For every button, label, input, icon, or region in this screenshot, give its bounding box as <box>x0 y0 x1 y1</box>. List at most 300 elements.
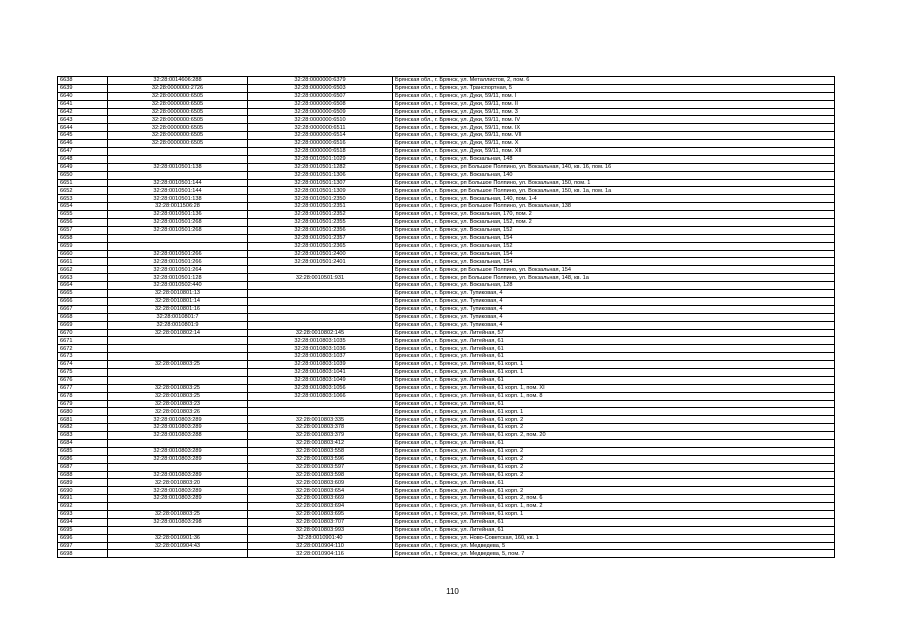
row-number-cell: 6638 <box>58 77 108 85</box>
cadastral-number-parcel-cell <box>108 155 248 163</box>
address-cell: Брянская обл., г. Брянск, ул. Дуки, 59/11, пом. XII <box>393 148 835 156</box>
table-row <box>58 266 835 274</box>
cadastral-number-parcel-cell: 32:28:0010803:25 <box>108 392 248 400</box>
cadastral-number-object-cell: 32:28:0010802:145 <box>248 329 393 337</box>
address-cell: Брянская обл., г. Брянск, ул. Вокзальная, 152 <box>393 226 835 234</box>
cadastral-number-object-cell: 32:28:0010501:2400 <box>248 250 393 258</box>
address-cell: Брянская обл., г. Брянск, ул. Литейная, 61 <box>393 337 835 345</box>
cadastral-number-parcel-cell: 32:28:0010501:268 <box>108 219 248 227</box>
row-number-cell: 6686 <box>58 455 108 463</box>
row-number-cell: 6649 <box>58 163 108 171</box>
table-row <box>58 447 835 455</box>
cadastral-number-parcel-cell: 32:28:0010803:289 <box>108 487 248 495</box>
cadastral-number-object-cell: 32:28:0010803:1035 <box>248 337 393 345</box>
address-cell: Брянская обл., г. Брянск, ул. Литейная, 61 корп. 2 <box>393 471 835 479</box>
table-row <box>58 84 835 92</box>
row-number-cell: 6669 <box>58 321 108 329</box>
row-number-cell: 6696 <box>58 534 108 542</box>
table-row <box>58 226 835 234</box>
table-row <box>58 219 835 227</box>
row-number-cell: 6660 <box>58 250 108 258</box>
address-cell: Брянская обл., г. Брянск, ул. Дуки, 59/11, пом. IV <box>393 116 835 124</box>
row-number-cell: 6693 <box>58 510 108 518</box>
cadastral-number-object-cell: 32:28:0000000:6511 <box>248 124 393 132</box>
row-number-cell: 6656 <box>58 219 108 227</box>
address-cell: Брянская обл., г. Брянск, рп Большое Полпино, ул. Вокзальная, 150, кв. 1а, пом. 1а <box>393 187 835 195</box>
row-number-cell: 6679 <box>58 400 108 408</box>
address-cell: Брянская обл., г. Брянск, ул. Литейная, 61 корп. 2 <box>393 487 835 495</box>
address-cell: Брянская обл., г. Брянск, ул. Вокзальная, 154 <box>393 234 835 242</box>
address-cell: Брянская обл., г. Брянск, ул. Литейная, 61 <box>393 376 835 384</box>
cadastral-number-object-cell <box>248 321 393 329</box>
row-number-cell: 6676 <box>58 376 108 384</box>
cadastral-number-object-cell: 32:28:0010501:1306 <box>248 171 393 179</box>
cadastral-number-parcel-cell: 32:28:0000000:6505 <box>108 100 248 108</box>
cadastral-number-object-cell: 32:28:0010803:694 <box>248 503 393 511</box>
address-cell: Брянская обл., г. Брянск, ул. Литейная, 61 корп. 1, пом. 2 <box>393 503 835 511</box>
cadastral-number-parcel-cell: 32:28:0000000:6505 <box>108 108 248 116</box>
cadastral-number-object-cell: 32:28:0010501:2355 <box>248 219 393 227</box>
cadastral-number-parcel-cell: 32:28:0010803:289 <box>108 495 248 503</box>
row-number-cell: 6664 <box>58 282 108 290</box>
row-number-cell: 6690 <box>58 487 108 495</box>
table-row <box>58 416 835 424</box>
cadastral-number-parcel-cell: 32:28:0010803:25 <box>108 361 248 369</box>
row-number-cell: 6692 <box>58 503 108 511</box>
table-row <box>58 187 835 195</box>
cadastral-number-parcel-cell: 32:28:0010501:138 <box>108 195 248 203</box>
table-row <box>58 234 835 242</box>
cadastral-number-object-cell: 32:28:0010803:1066 <box>248 392 393 400</box>
row-number-cell: 6695 <box>58 526 108 534</box>
cadastral-number-parcel-cell: 32:28:0010803:289 <box>108 471 248 479</box>
address-cell: Брянская обл., г. Брянск, ул. Литейная, 61 корп. 1, пом. XI <box>393 384 835 392</box>
row-number-cell: 6663 <box>58 274 108 282</box>
cadastral-number-object-cell <box>248 313 393 321</box>
table-row <box>58 116 835 124</box>
table-row <box>58 155 835 163</box>
cadastral-number-parcel-cell: 32:28:0010801:13 <box>108 290 248 298</box>
row-number-cell: 6643 <box>58 116 108 124</box>
address-cell: Брянская обл., г. Брянск, ул. Литейная, 61 <box>393 518 835 526</box>
cadastral-number-parcel-cell <box>108 439 248 447</box>
cadastral-number-object-cell: 32:28:0010501:2365 <box>248 242 393 250</box>
table-row <box>58 179 835 187</box>
address-cell: Брянская обл., г. Брянск, ул. Тупиковая, 4 <box>393 305 835 313</box>
register-table-body <box>58 77 835 558</box>
table-row <box>58 439 835 447</box>
cadastral-number-object-cell: 32:28:0010501:1282 <box>248 163 393 171</box>
cadastral-number-object-cell: 32:28:0010803:335 <box>248 416 393 424</box>
address-cell: Брянская обл., г. Брянск, ул. Вокзальная, 152, пом. 2 <box>393 219 835 227</box>
cadastral-number-parcel-cell: 32:28:0010502:440 <box>108 282 248 290</box>
address-cell: Брянская обл., г. Брянск, ул. Литейная, 61 корп. 2 <box>393 416 835 424</box>
row-number-cell: 6673 <box>58 353 108 361</box>
cadastral-number-parcel-cell: 32:28:0010803:298 <box>108 518 248 526</box>
cadastral-number-parcel-cell: 32:28:0014606:288 <box>108 77 248 85</box>
address-cell: Брянская обл., г. Брянск, рп Большое Полпино, ул. Вокзальная, 138 <box>393 203 835 211</box>
cadastral-number-object-cell: 32:28:0000000:6508 <box>248 100 393 108</box>
table-row <box>58 305 835 313</box>
row-number-cell: 6640 <box>58 92 108 100</box>
cadastral-number-object-cell: 32:28:0000000:6379 <box>248 77 393 85</box>
row-number-cell: 6654 <box>58 203 108 211</box>
cadastral-number-parcel-cell <box>108 368 248 376</box>
address-cell: Брянская обл., г. Брянск, ул. Литейная, 61 <box>393 439 835 447</box>
table-row <box>58 274 835 282</box>
cadastral-number-parcel-cell <box>108 148 248 156</box>
row-number-cell: 6680 <box>58 408 108 416</box>
table-row <box>58 526 835 534</box>
cadastral-number-object-cell: 32:28:0010803:1041 <box>248 368 393 376</box>
cadastral-number-object-cell: 32:28:0010501:1307 <box>248 179 393 187</box>
cadastral-number-parcel-cell: 32:28:0011506:28 <box>108 203 248 211</box>
address-cell: Брянская обл., г. Брянск, рп Большое Полпино, ул. Вокзальная, 140, кв. 16, пом. 16 <box>393 163 835 171</box>
cadastral-number-parcel-cell <box>108 345 248 353</box>
row-number-cell: 6678 <box>58 392 108 400</box>
cadastral-number-object-cell: 32:28:0010803:1039 <box>248 361 393 369</box>
row-number-cell: 6659 <box>58 242 108 250</box>
row-number-cell: 6697 <box>58 542 108 550</box>
cadastral-number-parcel-cell: 32:28:0010803:25 <box>108 384 248 392</box>
table-row <box>58 534 835 542</box>
row-number-cell: 6674 <box>58 361 108 369</box>
address-cell: Брянская обл., г. Брянск, ул. Литейная, 61 корп. 2 <box>393 463 835 471</box>
cadastral-number-parcel-cell: 32:28:0010803:289 <box>108 455 248 463</box>
cadastral-number-parcel-cell: 32:28:0010801:14 <box>108 297 248 305</box>
cadastral-number-object-cell: 32:28:0000000:6509 <box>248 108 393 116</box>
cadastral-number-parcel-cell: 32:28:0010501:266 <box>108 258 248 266</box>
cadastral-number-object-cell: 32:28:0010803:695 <box>248 510 393 518</box>
cadastral-number-parcel-cell: 32:28:0010501:128 <box>108 274 248 282</box>
row-number-cell: 6646 <box>58 140 108 148</box>
table-row <box>58 432 835 440</box>
table-row <box>58 171 835 179</box>
address-cell: Брянская обл., г. Брянск, ул. Медведева, 5, пом. 7 <box>393 550 835 558</box>
row-number-cell: 6685 <box>58 447 108 455</box>
row-number-cell: 6642 <box>58 108 108 116</box>
cadastral-number-parcel-cell: 32:28:0010803:25 <box>108 510 248 518</box>
address-cell: Брянская обл., г. Брянск, ул. Литейная, 61 корп. 2 <box>393 455 835 463</box>
cadastral-number-object-cell: 32:28:0000000:6503 <box>248 84 393 92</box>
address-cell: Брянская обл., г. Брянск, ул. Вокзальная, 170, пом. 2 <box>393 211 835 219</box>
cadastral-number-object-cell: 32:28:0010901:40 <box>248 534 393 542</box>
cadastral-number-object-cell: 32:28:0010501:2351 <box>248 203 393 211</box>
address-cell: Брянская обл., г. Брянск, ул. Литейная, 61 <box>393 345 835 353</box>
address-cell: Брянская обл., г. Брянск, ул. Дуки, 59/11, пом. I <box>393 92 835 100</box>
cadastral-number-parcel-cell <box>108 234 248 242</box>
row-number-cell: 6687 <box>58 463 108 471</box>
address-cell: Брянская обл., г. Брянск, ул. Литейная, 61 корп. 2, пом. 20 <box>393 432 835 440</box>
table-row <box>58 195 835 203</box>
address-cell: Брянская обл., г. Брянск, ул. Литейная, 61 корп. 1 <box>393 361 835 369</box>
cadastral-number-parcel-cell: 32:28:0000000:6505 <box>108 124 248 132</box>
cadastral-number-parcel-cell: 32:28:0010901:36 <box>108 534 248 542</box>
row-number-cell: 6662 <box>58 266 108 274</box>
address-cell: Брянская обл., г. Брянск, ул. Транспортная, 5 <box>393 84 835 92</box>
cadastral-number-object-cell: 32:28:0010803:669 <box>248 495 393 503</box>
table-row <box>58 518 835 526</box>
cadastral-number-parcel-cell: 32:28:0000000:6505 <box>108 116 248 124</box>
table-row <box>58 463 835 471</box>
page-number: 110 <box>446 587 459 596</box>
address-cell: Брянская обл., г. Брянск, ул. Дуки, 59/11, пом. IX <box>393 124 835 132</box>
cadastral-number-object-cell: 32:28:0000000:6510 <box>248 116 393 124</box>
table-row <box>58 471 835 479</box>
row-number-cell: 6682 <box>58 424 108 432</box>
cadastral-number-object-cell: 32:28:0010501:2401 <box>248 258 393 266</box>
cadastral-number-object-cell <box>248 266 393 274</box>
cadastral-number-object-cell: 32:28:0010501:2350 <box>248 195 393 203</box>
register-table <box>57 76 835 558</box>
row-number-cell: 6661 <box>58 258 108 266</box>
cadastral-number-object-cell: 32:28:0010803:596 <box>248 455 393 463</box>
row-number-cell: 6648 <box>58 155 108 163</box>
cadastral-number-parcel-cell <box>108 550 248 558</box>
row-number-cell: 6639 <box>58 84 108 92</box>
table-row <box>58 140 835 148</box>
address-cell: Брянская обл., г. Брянск, ул. Литейная, 61 <box>393 479 835 487</box>
table-row <box>58 203 835 211</box>
table-row <box>58 242 835 250</box>
cadastral-number-object-cell: 32:28:0010803:1037 <box>248 353 393 361</box>
row-number-cell: 6670 <box>58 329 108 337</box>
cadastral-number-parcel-cell: 32:28:0010501:136 <box>108 211 248 219</box>
row-number-cell: 6652 <box>58 187 108 195</box>
cadastral-number-parcel-cell: 32:28:0010801:16 <box>108 305 248 313</box>
cadastral-number-parcel-cell: 32:28:0010801:7 <box>108 313 248 321</box>
table-row <box>58 100 835 108</box>
row-number-cell: 6683 <box>58 432 108 440</box>
table-row <box>58 250 835 258</box>
cadastral-number-object-cell: 32:28:0010904:116 <box>248 550 393 558</box>
cadastral-number-object-cell: 32:28:0010501:1029 <box>248 155 393 163</box>
row-number-cell: 6675 <box>58 368 108 376</box>
address-cell: Брянская обл., г. Брянск, ул. Литейная, 57 <box>393 329 835 337</box>
cadastral-number-parcel-cell <box>108 526 248 534</box>
address-cell: Брянская обл., г. Брянск, ул. Медведева, 5 <box>393 542 835 550</box>
row-number-cell: 6666 <box>58 297 108 305</box>
table-row <box>58 384 835 392</box>
table-row <box>58 108 835 116</box>
address-cell: Брянская обл., г. Брянск, ул. Вокзальная, 140, пом. 1-4 <box>393 195 835 203</box>
row-number-cell: 6644 <box>58 124 108 132</box>
address-cell: Брянская обл., г. Брянск, ул. Дуки, 59/11, пом. 3 <box>393 108 835 116</box>
address-cell: Брянская обл., г. Брянск, ул. Литейная, 61 <box>393 400 835 408</box>
table-row <box>58 503 835 511</box>
table-row <box>58 124 835 132</box>
table-row <box>58 361 835 369</box>
address-cell: Брянская обл., г. Брянск, ул. Литейная, 61 корп. 1 <box>393 510 835 518</box>
cadastral-number-parcel-cell: 32:28:0000000:2726 <box>108 84 248 92</box>
table-row <box>58 376 835 384</box>
cadastral-number-parcel-cell <box>108 463 248 471</box>
address-cell: Брянская обл., г. Брянск, ул. Литейная, 61 корп. 1 <box>393 368 835 376</box>
table-row <box>58 345 835 353</box>
cadastral-number-parcel-cell: 32:28:0000000:6505 <box>108 132 248 140</box>
cadastral-number-parcel-cell <box>108 503 248 511</box>
table-row <box>58 297 835 305</box>
table-row <box>58 424 835 432</box>
address-cell: Брянская обл., г. Брянск, ул. Вокзальная, 148 <box>393 155 835 163</box>
row-number-cell: 6694 <box>58 518 108 526</box>
table-row <box>58 313 835 321</box>
address-cell: Брянская обл., г. Брянск, ул. Тупиковая, 4 <box>393 313 835 321</box>
address-cell: Брянская обл., г. Брянск, ул. Литейная, 61 корп. 1, пом. 8 <box>393 392 835 400</box>
table-row <box>58 77 835 85</box>
table-row <box>58 353 835 361</box>
cadastral-number-parcel-cell: 32:28:0010501:138 <box>108 163 248 171</box>
table-row <box>58 455 835 463</box>
cadastral-number-object-cell <box>248 282 393 290</box>
cadastral-number-parcel-cell <box>108 171 248 179</box>
address-cell: Брянская обл., г. Брянск, ул. Литейная, 61 корп. 2 <box>393 424 835 432</box>
cadastral-number-parcel-cell: 32:28:0010803:23 <box>108 400 248 408</box>
table-row <box>58 92 835 100</box>
cadastral-number-object-cell: 32:28:0010803:654 <box>248 487 393 495</box>
cadastral-number-parcel-cell: 32:28:0010803:288 <box>108 432 248 440</box>
row-number-cell: 6658 <box>58 234 108 242</box>
row-number-cell: 6667 <box>58 305 108 313</box>
cadastral-number-parcel-cell: 32:28:0010501:268 <box>108 226 248 234</box>
cadastral-number-object-cell: 32:28:0010803:597 <box>248 463 393 471</box>
row-number-cell: 6647 <box>58 148 108 156</box>
table-row <box>58 258 835 266</box>
cadastral-number-parcel-cell <box>108 376 248 384</box>
table-row <box>58 163 835 171</box>
address-cell: Брянская обл., г. Брянск, ул. Вокзальная, 128 <box>393 282 835 290</box>
address-cell: Брянская обл., г. Брянск, ул. Вокзальная, 140 <box>393 171 835 179</box>
cadastral-number-object-cell: 32:28:0000000:6518 <box>248 148 393 156</box>
cadastral-number-parcel-cell: 32:28:0000000:6505 <box>108 140 248 148</box>
cadastral-number-object-cell: 32:28:0010803:598 <box>248 471 393 479</box>
cadastral-number-object-cell: 32:28:0010904:110 <box>248 542 393 550</box>
cadastral-number-parcel-cell: 32:28:0010802:14 <box>108 329 248 337</box>
address-cell: Брянская обл., г. Брянск, рп Большое Полпино, ул. Вокзальная, 154 <box>393 266 835 274</box>
cadastral-number-object-cell: 32:28:0010803:1056 <box>248 384 393 392</box>
row-number-cell: 6641 <box>58 100 108 108</box>
cadastral-number-object-cell: 32:28:0010803:412 <box>248 439 393 447</box>
table-row <box>58 211 835 219</box>
table-row <box>58 132 835 140</box>
address-cell: Брянская обл., г. Брянск, ул. Дуки, 59/11, пом. II <box>393 100 835 108</box>
row-number-cell: 6688 <box>58 471 108 479</box>
address-cell: Брянская обл., г. Брянск, ул. Литейная, 61 корп. 2, пом. 6 <box>393 495 835 503</box>
address-cell: Брянская обл., г. Брянск, ул. Тупиковая, 4 <box>393 321 835 329</box>
cadastral-number-object-cell <box>248 297 393 305</box>
row-number-cell: 6677 <box>58 384 108 392</box>
table-row <box>58 321 835 329</box>
row-number-cell: 6684 <box>58 439 108 447</box>
address-cell: Брянская обл., г. Брянск, ул. Ново-Советская, 160, кв. 1 <box>393 534 835 542</box>
cadastral-number-object-cell: 32:28:0010803:707 <box>248 518 393 526</box>
cadastral-number-parcel-cell: 32:28:0010803:289 <box>108 416 248 424</box>
cadastral-number-parcel-cell <box>108 242 248 250</box>
address-cell: Брянская обл., г. Брянск, рп Большое Полпино, ул. Вокзальная, 150, пом. 1 <box>393 179 835 187</box>
cadastral-number-object-cell: 32:28:0010803:993 <box>248 526 393 534</box>
table-row <box>58 392 835 400</box>
row-number-cell: 6665 <box>58 290 108 298</box>
address-cell: Брянская обл., г. Брянск, ул. Дуки, 59/11, пом. X <box>393 140 835 148</box>
table-row <box>58 495 835 503</box>
table-row <box>58 550 835 558</box>
table-row <box>58 542 835 550</box>
cadastral-number-parcel-cell: 32:28:0010801:9 <box>108 321 248 329</box>
address-cell: Брянская обл., г. Брянск, ул. Вокзальная, 154 <box>393 250 835 258</box>
cadastral-number-object-cell: 32:28:0010803:1049 <box>248 376 393 384</box>
address-cell: Брянская обл., г. Брянск, ул. Вокзальная, 152 <box>393 242 835 250</box>
row-number-cell: 6655 <box>58 211 108 219</box>
cadastral-number-parcel-cell: 32:28:0010803:26 <box>108 408 248 416</box>
cadastral-number-object-cell: 32:28:0000000:6514 <box>248 132 393 140</box>
cadastral-number-object-cell: 32:28:0010803:609 <box>248 479 393 487</box>
address-cell: Брянская обл., г. Брянск, ул. Литейная, 61 корп. 1 <box>393 408 835 416</box>
row-number-cell: 6668 <box>58 313 108 321</box>
cadastral-number-object-cell: 32:28:0010501:1309 <box>248 187 393 195</box>
table-row <box>58 368 835 376</box>
row-number-cell: 6671 <box>58 337 108 345</box>
row-number-cell: 6657 <box>58 226 108 234</box>
address-cell: Брянская обл., г. Брянск, ул. Тупиковая, 4 <box>393 290 835 298</box>
row-number-cell: 6681 <box>58 416 108 424</box>
row-number-cell: 6645 <box>58 132 108 140</box>
cadastral-number-object-cell: 32:28:0010501:2357 <box>248 234 393 242</box>
cadastral-number-object-cell: 32:28:0010803:1036 <box>248 345 393 353</box>
row-number-cell: 6653 <box>58 195 108 203</box>
cadastral-number-object-cell: 32:28:0010501:931 <box>248 274 393 282</box>
row-number-cell: 6691 <box>58 495 108 503</box>
cadastral-number-parcel-cell: 32:28:0010803:289 <box>108 424 248 432</box>
cadastral-number-parcel-cell: 32:28:0010904:43 <box>108 542 248 550</box>
table-row <box>58 148 835 156</box>
row-number-cell: 6672 <box>58 345 108 353</box>
cadastral-number-object-cell: 32:28:0010803:379 <box>248 432 393 440</box>
cadastral-number-object-cell <box>248 290 393 298</box>
table-row <box>58 290 835 298</box>
cadastral-number-parcel-cell: 32:28:0010803:20 <box>108 479 248 487</box>
table-row <box>58 487 835 495</box>
table-row <box>58 408 835 416</box>
table-row <box>58 337 835 345</box>
address-cell: Брянская обл., г. Брянск, ул. Литейная, 61 <box>393 353 835 361</box>
address-cell: Брянская обл., г. Брянск, ул. Дуки, 59/11, пом. VII <box>393 132 835 140</box>
row-number-cell: 6689 <box>58 479 108 487</box>
cadastral-number-object-cell <box>248 408 393 416</box>
address-cell: Брянская обл., г. Брянск, ул. Литейная, 61 корп. 2 <box>393 447 835 455</box>
table-row <box>58 282 835 290</box>
cadastral-number-object-cell <box>248 305 393 313</box>
cadastral-number-parcel-cell: 32:28:0010803:289 <box>108 447 248 455</box>
cadastral-number-parcel-cell: 32:28:0010501:144 <box>108 187 248 195</box>
cadastral-number-object-cell: 32:28:0010803:378 <box>248 424 393 432</box>
cadastral-number-parcel-cell: 32:28:0010501:266 <box>108 250 248 258</box>
cadastral-number-parcel-cell <box>108 353 248 361</box>
table-row <box>58 329 835 337</box>
cadastral-number-object-cell: 32:28:0000000:6507 <box>248 92 393 100</box>
table-row <box>58 400 835 408</box>
cadastral-number-parcel-cell: 32:28:0010501:264 <box>108 266 248 274</box>
cadastral-number-parcel-cell <box>108 337 248 345</box>
address-cell: Брянская обл., г. Брянск, рп Большое Полпино, ул. Вокзальная, 148, кв. 1а <box>393 274 835 282</box>
address-cell: Брянская обл., г. Брянск, ул. Металлистов, 2, пом. 6 <box>393 77 835 85</box>
table-row <box>58 510 835 518</box>
cadastral-number-object-cell: 32:28:0000000:6516 <box>248 140 393 148</box>
cadastral-number-parcel-cell: 32:28:0010501:144 <box>108 179 248 187</box>
address-cell: Брянская обл., г. Брянск, ул. Вокзальная, 154 <box>393 258 835 266</box>
cadastral-number-object-cell <box>248 400 393 408</box>
row-number-cell: 6650 <box>58 171 108 179</box>
row-number-cell: 6698 <box>58 550 108 558</box>
